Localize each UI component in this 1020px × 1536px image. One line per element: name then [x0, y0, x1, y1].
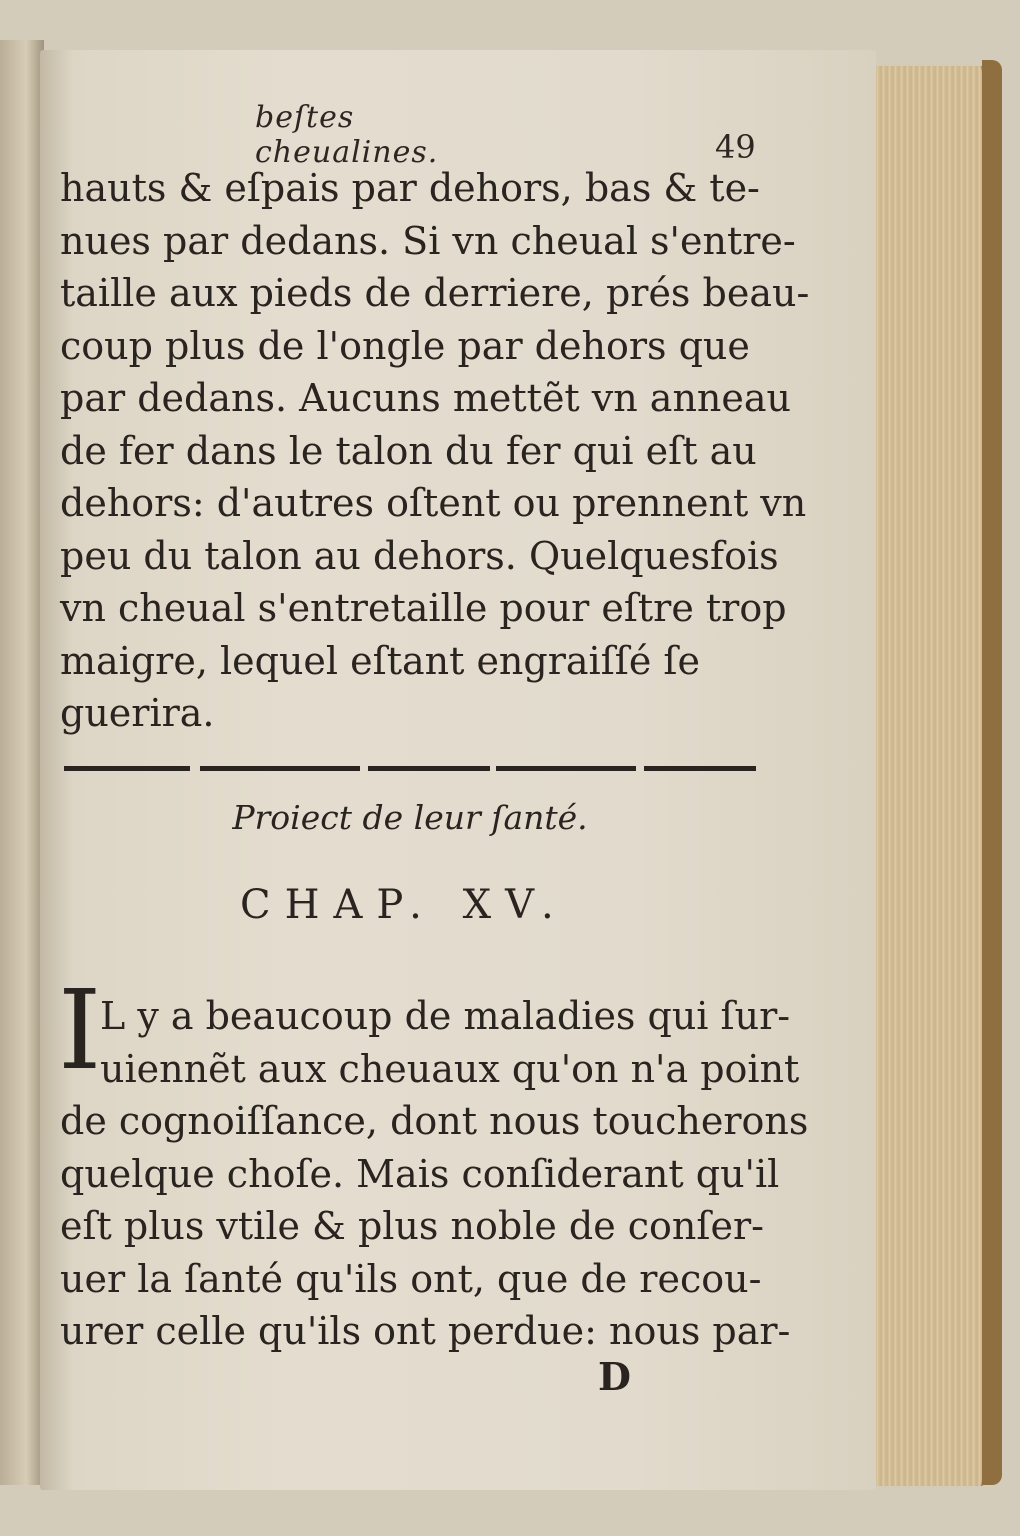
- text-line: de fer dans le talon du fer qui eſt au: [60, 428, 757, 473]
- page-block-fore-edge: [872, 66, 988, 1486]
- text-line: quelque choſe. Mais conſiderant qu'il: [60, 1151, 780, 1196]
- chapter-heading: CHAP. XV.: [240, 882, 568, 928]
- text-line: peu du talon au dehors. Quelquesfois: [60, 533, 779, 578]
- text-line: L y a beaucoup de maladies qui ſur-: [100, 994, 791, 1038]
- text-line: urer celle qu'ils ont perdue: nous par-: [60, 1309, 791, 1353]
- text-line: uer la ſanté qu'ils ont, que de recou-: [60, 1256, 762, 1301]
- text-line: maigre, lequel eſtant engraiſſé ſe: [60, 638, 700, 683]
- section-title: Proiect de leur ſanté.: [232, 798, 588, 837]
- ornamental-rule: [496, 766, 636, 771]
- signature-mark: D: [598, 1354, 631, 1399]
- text-line: taille aux pieds de derriere, prés beau-: [60, 271, 810, 315]
- text-line: dehors: d'autres oſtent ou prennent vn: [60, 481, 807, 525]
- text-line: uiennẽt aux cheuaux qu'on n'a point: [100, 1046, 800, 1091]
- text-line: hauts & eſpais par dehors, bas & te-: [60, 166, 760, 210]
- facing-page-edge: [0, 40, 44, 1485]
- text-line: vn cheual s'entretaille pour eſtre trop: [60, 586, 787, 630]
- body-text: [60, 162, 810, 740]
- page-number: 49: [715, 128, 756, 166]
- chapter-text: [60, 990, 809, 1358]
- drop-cap: I: [58, 966, 102, 1094]
- book-cover-edge: [982, 60, 1002, 1485]
- ornamental-rule: [200, 766, 360, 771]
- text-line: coup plus de l'ongle par dehors que: [60, 323, 750, 368]
- text-line: nues par dedans. Si vn cheual s'entre-: [60, 218, 796, 263]
- text-line: guerira.: [60, 691, 215, 735]
- text-line: de cognoiſſance, dont nous toucherons: [60, 1099, 809, 1143]
- text-line: par dedans. Aucuns mettẽt vn anneau: [60, 376, 792, 420]
- text-line: eſt plus vtile & plus noble de conſer-: [60, 1204, 764, 1248]
- ornamental-rule: [64, 766, 190, 771]
- running-head: beſtes cheualines.: [255, 100, 439, 170]
- ornamental-rule: [644, 766, 756, 771]
- ornamental-rule: [368, 766, 490, 771]
